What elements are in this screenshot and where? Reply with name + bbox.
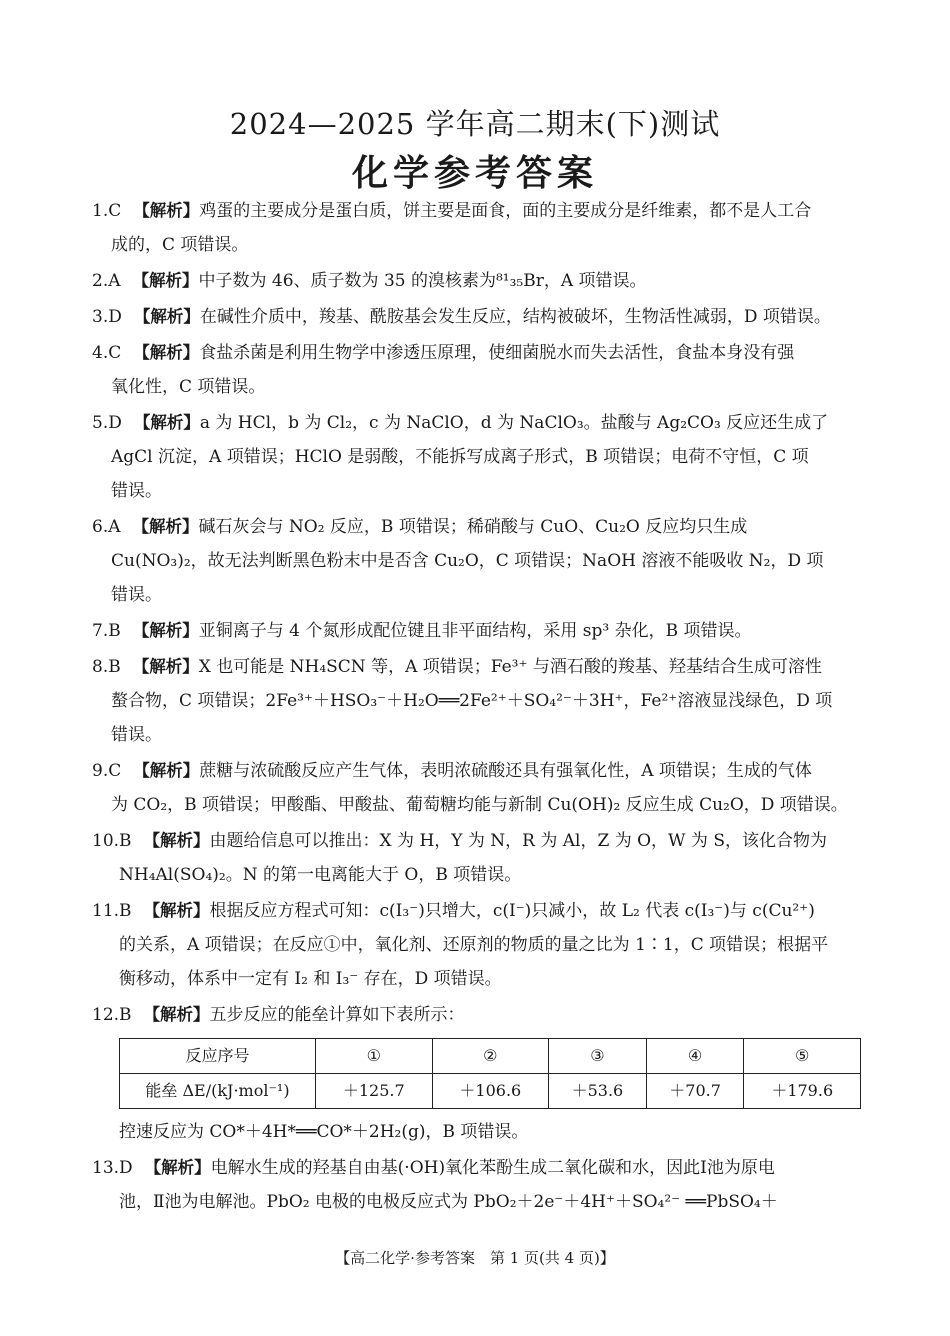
answer-number: 6.A <box>92 517 121 537</box>
table-cell: ＋106.6 <box>432 1074 549 1109</box>
answer-line <box>92 894 872 928</box>
answer-number: 13.D <box>92 1158 133 1178</box>
answer-item <box>92 650 872 752</box>
answer-line <box>92 440 872 474</box>
answer-line <box>92 544 872 578</box>
answer-number: 3.D <box>92 307 122 327</box>
analysis-tag: 【解析】 <box>132 517 199 536</box>
answer-item <box>92 1151 872 1219</box>
answer-text: 为 CO₂，B 项错误；甲酸酯、甲酸盐、葡萄糖均能与新制 Cu(OH)₂ 反应生成 Cu₂O，D 项错误。 <box>111 795 848 815</box>
answer-text: 蔗糖与浓硫酸反应产生气体，表明浓硫酸还具有强氧化性，A 项错误；生成的气体 <box>199 761 812 781</box>
answer-text: 的关系，A 项错误；在反应①中，氧化剂、还原剂的物质的量之比为 1∶1，C 项错误；根据平 <box>119 935 829 955</box>
answer-line <box>92 788 872 822</box>
answer-item <box>92 510 872 612</box>
answer-line <box>92 1151 872 1185</box>
answer-text: 中子数为 46、质子数为 35 的溴核素为⁸¹₃₅Br，A 项错误。 <box>198 271 647 291</box>
analysis-tag: 【解析】 <box>143 1005 210 1024</box>
answer-text: 成的，C 项错误。 <box>111 235 249 255</box>
answer-line <box>92 998 872 1032</box>
answer-line <box>92 578 872 612</box>
answer-line <box>92 962 872 996</box>
table-header-cell: ③ <box>549 1039 647 1074</box>
answer-text: 食盐杀菌是利用生物学中渗透压原理，使细菌脱水而失去活性，食盐本身没有强 <box>199 343 795 363</box>
analysis-tag: 【解析】 <box>132 621 199 640</box>
answer-text: 螯合物，C 项错误；2Fe³⁺＋HSO₃⁻＋H₂O══2Fe²⁺＋SO₄²⁻＋3H⁺，Fe²⁺溶液显浅绿色，D 项 <box>111 691 833 711</box>
analysis-tag: 【解析】 <box>143 831 210 850</box>
answer-text: 根据反应方程式可知：c(I₃⁻)只增大，c(I⁻)只减小，故 L₂ 代表 c(I₃⁻)与 c(Cu²⁺) <box>209 901 815 921</box>
answer-number: 10.B <box>92 831 132 851</box>
analysis-tag: 【解析】 <box>133 761 200 780</box>
answer-line <box>92 510 872 544</box>
answer-line <box>92 928 872 962</box>
answer-number: 7.B <box>92 621 121 641</box>
table-cell: ＋70.7 <box>646 1074 744 1109</box>
analysis-tag: 【解析】 <box>133 343 200 362</box>
answer-item <box>92 754 872 822</box>
answer-item <box>92 998 872 1149</box>
answer-number: 8.B <box>92 657 121 677</box>
table-header-cell: ① <box>316 1039 433 1074</box>
answer-text: 在碱性介质中，羧基、酰胺基会发生反应，结构被破坏，生物活性减弱，D 项错误。 <box>199 307 831 327</box>
answer-item <box>92 300 872 334</box>
answer-line <box>92 650 872 684</box>
answer-number: 12.B <box>92 1005 132 1025</box>
table-cell: ＋53.6 <box>549 1074 647 1109</box>
answer-text: 氧化性，C 项错误。 <box>111 377 266 397</box>
table-cell: ＋179.6 <box>744 1074 861 1109</box>
answer-line <box>92 406 872 440</box>
answer-text: NH₄Al(SO₄)₂。N 的第一电离能大于 O，B 项错误。 <box>119 865 522 885</box>
answer-line <box>92 474 872 508</box>
answer-text: a 为 HCl，b 为 Cl₂，c 为 NaClO，d 为 NaClO₃。盐酸与 Ag₂CO₃ 反应还生成了 <box>199 413 829 433</box>
answer-item <box>92 194 872 262</box>
answer-text: X 也可能是 NH₄SCN 等，A 项错误；Fe³⁺ 与酒石酸的羧基、羟基结合生成可溶性 <box>198 657 822 677</box>
answer-list <box>92 194 872 1221</box>
answer-item <box>92 614 872 648</box>
answer-text: Cu(NO₃)₂，故无法判断黑色粉末中是否含 Cu₂O，C 项错误；NaOH 溶液不能吸收 N₂，D 项 <box>111 551 824 571</box>
answer-number: 1.C <box>92 201 122 221</box>
answer-line <box>92 336 872 370</box>
analysis-tag: 【解析】 <box>132 271 199 290</box>
answer-text: 错误。 <box>111 585 162 605</box>
answer-item <box>92 824 872 892</box>
answer-number: 5.D <box>92 413 122 433</box>
analysis-tag: 【解析】 <box>132 657 199 676</box>
answer-line <box>92 858 872 892</box>
table-header-cell: ⑤ <box>744 1039 861 1074</box>
answer-line <box>92 754 872 788</box>
page-subtitle: 化学参考答案 <box>351 153 598 194</box>
page-footer: 【高二化学·参考答案 第 1 页(共 4 页)】 <box>335 1249 615 1267</box>
answer-text: 鸡蛋的主要成分是蛋白质，饼主要是面食，面的主要成分是纤维素，都不是人工合 <box>199 201 812 221</box>
answer-line <box>92 1185 872 1219</box>
answer-line <box>92 228 872 262</box>
answer-number: 9.C <box>92 761 122 781</box>
answer-text: 错误。 <box>111 725 162 745</box>
analysis-tag: 【解析】 <box>133 413 200 432</box>
energy-barrier-table <box>119 1038 861 1109</box>
answer-line <box>92 264 872 298</box>
answer-number: 2.A <box>92 271 121 291</box>
answer-text: 电解水生成的羟基自由基(·OH)氧化苯酚生成二氧化碳和水，因此Ⅰ池为原电 <box>210 1158 775 1178</box>
answer-text: AgCl 沉淀，A 项错误；HClO 是弱酸，不能拆写成离子形式，B 项错误；电荷不守恒，C 项 <box>111 447 809 467</box>
answer-item <box>92 406 872 508</box>
table-header-cell: ④ <box>646 1039 744 1074</box>
table-cell: ＋125.7 <box>316 1074 433 1109</box>
answer-line: 控速反应为 CO*＋4H*══CO*＋2H₂(g)，B 项错误。 <box>119 1122 529 1142</box>
analysis-tag: 【解析】 <box>133 307 200 326</box>
answer-text: 碱石灰会与 NO₂ 反应，B 项错误；稀硝酸与 CuO、Cu₂O 反应均只生成 <box>198 517 748 537</box>
table-header-cell: 反应序号 <box>120 1039 316 1074</box>
analysis-tag: 【解析】 <box>143 901 210 920</box>
answer-item <box>92 894 872 996</box>
answer-text: 错误。 <box>111 481 162 501</box>
table-cell: 能垒 ΔE/(kJ·mol⁻¹) <box>120 1074 316 1109</box>
answer-text: 由题给信息可以推出：X 为 H，Y 为 N，R 为 Al，Z 为 O，W 为 S，该化合物为 <box>209 831 827 851</box>
analysis-tag: 【解析】 <box>144 1158 211 1177</box>
answer-text: 五步反应的能垒计算如下表所示： <box>209 1005 465 1025</box>
answer-line <box>92 194 872 228</box>
answer-text: 亚铜离子与 4 个氮形成配位键且非平面结构，采用 sp³ 杂化，B 项错误。 <box>198 621 752 641</box>
answer-item <box>92 336 872 404</box>
answer-line <box>92 718 872 752</box>
answer-line <box>92 824 872 858</box>
answer-item <box>92 264 872 298</box>
answer-text: 衡移动，体系中一定有 I₂ 和 I₃⁻ 存在，D 项错误。 <box>119 969 502 989</box>
answer-line <box>92 370 872 404</box>
answer-number: 11.B <box>92 901 132 921</box>
answer-line <box>92 684 872 718</box>
page-title: 2024—2025 学年高二期末(下)测试 <box>229 107 721 141</box>
table-header-cell: ② <box>432 1039 549 1074</box>
analysis-tag: 【解析】 <box>133 201 200 220</box>
answer-line <box>92 300 872 334</box>
answer-text: 池，Ⅱ池为电解池。PbO₂ 电极的电极反应式为 PbO₂＋2e⁻＋4H⁺＋SO₄²⁻ ══PbSO₄＋ <box>119 1192 778 1212</box>
answer-number: 4.C <box>92 343 122 363</box>
answer-line <box>92 614 872 648</box>
